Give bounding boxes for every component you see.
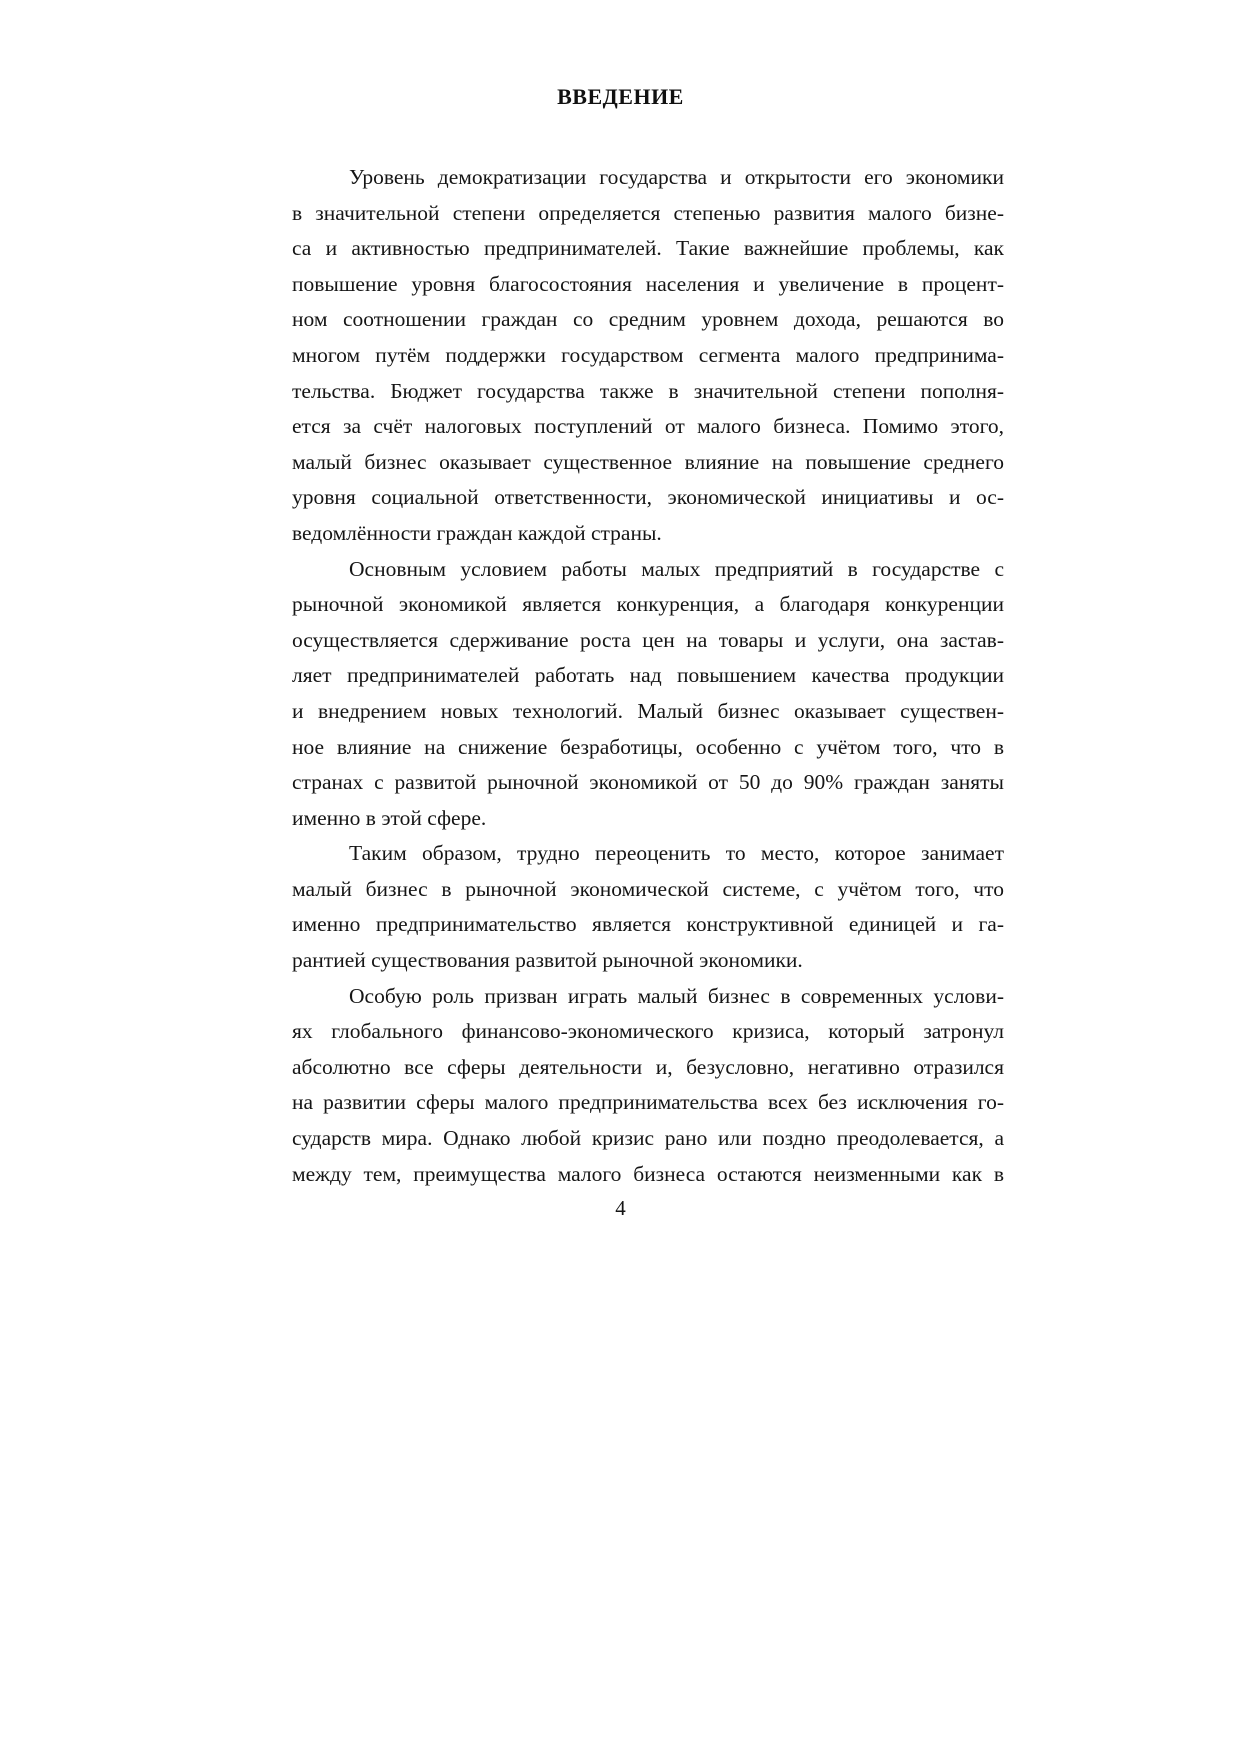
- paragraph-4: [292, 979, 1004, 1193]
- text-line: са и активностью предпринимателей. Такие важнейшие проблемы, как: [292, 236, 1004, 261]
- body-text: [292, 160, 1004, 1192]
- text-line: малый бизнес оказывает существенное влияние на повышение среднего: [292, 449, 1004, 474]
- text-line: именно предпринимательство является конструктивной единицей и га-: [292, 912, 1004, 937]
- text-line: между тем, преимущества малого бизнеса остаются неизменными как в: [292, 1161, 1004, 1186]
- text-line: осуществляется сдерживание роста цен на товары и услуги, она застав-: [292, 627, 1004, 652]
- text-line: абсолютно все сферы деятельности и, безусловно, негативно отразился: [292, 1054, 1004, 1079]
- text-line: сударств мира. Однако любой кризис рано или поздно преодолевается, а: [292, 1126, 1004, 1151]
- text-line: Уровень демократизации государства и открытости его экономики: [349, 165, 1004, 189]
- text-line: ное влияние на снижение безработицы, особенно с учётом того, что в: [292, 734, 1004, 759]
- text-line: тельства. Бюджет государства также в значительной степени пополня-: [292, 378, 1004, 403]
- text-line: ляет предпринимателей работать над повышением качества продукции: [292, 663, 1004, 688]
- text-line: рантией существования развитой рыночной экономики.: [292, 948, 803, 973]
- page-title: ВВЕДЕНИЕ: [557, 84, 684, 109]
- text-line: ведомлённости граждан каждой страны.: [292, 520, 662, 545]
- text-line: ется за счёт налоговых поступлений от малого бизнеса. Помимо этого,: [292, 414, 1004, 439]
- text-line: и внедрением новых технологий. Малый бизнес оказывает существен-: [292, 698, 1004, 723]
- text-line: Таким образом, трудно переоценить то место, которое занимает: [349, 841, 1004, 866]
- paragraph-2: [292, 552, 1004, 837]
- page-number: 4: [615, 1196, 626, 1220]
- text-line: ном соотношении граждан со средним уровнем дохода, решаются во: [292, 307, 1004, 332]
- text-line: Основным условием работы малых предприятий в государстве с: [349, 556, 1004, 581]
- text-line: именно в этой сфере.: [292, 805, 487, 830]
- text-line: малый бизнес в рыночной экономической системе, с учётом того, что: [292, 876, 1004, 901]
- text-line: многом путём поддержки государством сегмента малого предпринима-: [292, 342, 1004, 367]
- text-line: странах с развитой рыночной экономикой от 50 до 90% граждан заняты: [292, 770, 1004, 795]
- paragraph-1: [292, 160, 1004, 552]
- text-line: рыночной экономикой является конкуренция, а благодаря конкуренции: [292, 592, 1004, 617]
- text-line: ях глобального финансово-экономического кризиса, который затронул: [292, 1019, 1004, 1044]
- text-line: повышение уровня благосостояния населения и увеличение в процент-: [292, 271, 1004, 296]
- text-line: Особую роль призван играть малый бизнес в современных услови-: [349, 983, 1004, 1008]
- text-line: в значительной степени определяется степенью развития малого бизне-: [292, 200, 1004, 225]
- paragraph-3: [292, 836, 1004, 978]
- text-line: уровня социальной ответственности, экономической инициативы и ос-: [292, 485, 1004, 510]
- text-line: на развитии сферы малого предпринимательства всех без исключения го-: [292, 1090, 1004, 1115]
